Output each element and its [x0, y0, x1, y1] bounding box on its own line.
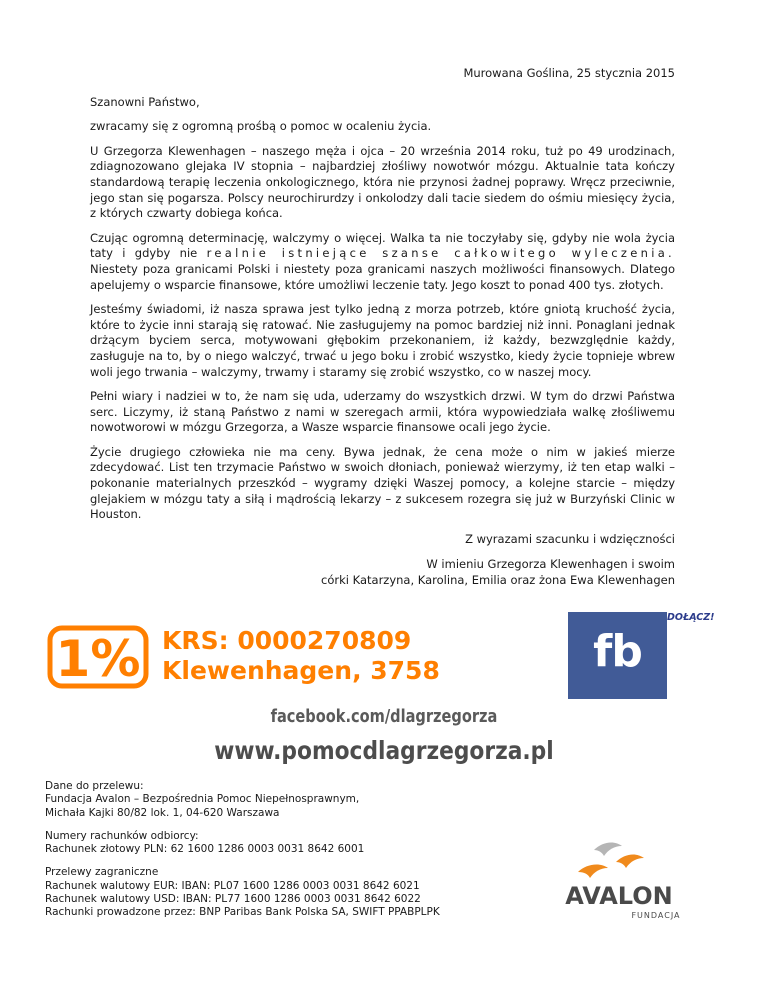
facebook-logo[interactable] — [568, 612, 667, 699]
transfer-label: Dane do przelewu: — [45, 780, 144, 792]
letter-greeting: Szanowni Państwo, — [90, 94, 200, 109]
letter-signature — [90, 556, 675, 588]
letter-paragraph-1: U Grzegorza Klewenhagen – naszego męża i ojca – 20 września 2014 roku, tuż po 49 urodzinach, zdiagnozowano glejaka IV stopnia – najbardziej złośliwy nowotwór mózgu. Aktualnie tata kończy standardową terapię leczenia onkologicznego, która nie przynosi żadnej poprawy. Wręcz przeciwnie, jego stan się pogarsza. Polscy neurochirurdzy i onkolodzy dali tacie siedem do ośmiu miesięcy życia, z których czwarty dobiega końca. — [90, 143, 675, 221]
account-usd: Rachunek walutowy USD: IBAN: PL77 1600 1286 0003 0031 8642 6022 — [45, 893, 421, 906]
one-percent-logo — [47, 625, 149, 689]
foreign-block — [45, 866, 515, 919]
bank-name: Rachunki prowadzone przez: BNP Paribas Bank Polska SA, SWIFT PPABPLPK — [45, 906, 440, 919]
account-eur: Rachunek walutowy EUR: IBAN: PL07 1600 1286 0003 0031 8642 6021 — [45, 879, 420, 892]
transfer-data-block — [45, 780, 515, 820]
paragraph-2-emphasis: realnie istniejące szanse całkowitego wyleczenia. — [206, 246, 676, 261]
facebook-logo-text: fb — [593, 626, 642, 677]
letter-paragraph-4: Pełni wiary i nadziei w to, że nam się uda, uderzamy do wszystkich drzwi. W tym do drzwi Państwa serc. Liczymy, iż staną Państwo z nami w szeregach armii, która wypowiedziała walkę złośliwemu nowotworowi w mózgu Grzegorza, a Wasze wsparcie finansowe ocali jego życie. — [90, 389, 675, 435]
krs-number: KRS: 0000270809 — [162, 626, 412, 655]
transfer-line-1: Fundacja Avalon – Bezpośrednia Pomoc Niepełnosprawnym, — [45, 793, 360, 806]
accounts-label: Numery rachunków odbiorcy: — [45, 829, 199, 842]
signature-line-2: córki Katarzyna, Karolina, Emilia oraz żona Ewa Klewenhagen — [321, 573, 675, 588]
paragraph-2-end: Niestety poza granicami Polski i niestety poza granicami naszych możliwości finansowych. Dlatego apelujemy o wsparcie finansowe, które umożliwi leczenie taty. Jego koszt to ponad 400 tys. złotych. — [90, 261, 675, 292]
letter-paragraph-5: Życie drugiego człowieka nie ma ceny. Bywa jednak, że cena może o nim w jakieś mierze zdecydować. List ten trzymacie Państwo w swoich dłoniach, ponieważ wierzymy, iż ten etap walki – pokonanie materialnych przeszkód – wygramy dzięki Waszej pomocy, a kolejne starcie – między glejakiem w mózgu taty a siłą i mądrością lekarzy – z sukcesem rozegra się już w Burzyński Clinic w Houston. — [90, 444, 675, 522]
krs-name: Klewenhagen, 3758 — [162, 656, 440, 685]
letter-closing: Z wyrazami szacunku i wdzięczności — [465, 531, 675, 546]
avalon-name: AVALON — [565, 882, 673, 910]
letter-paragraph-2 — [90, 231, 675, 293]
paragraph-2-start: Czując ogromną determinację, walczymy o więcej. Walka ta nie toczyłaby się, gdyby nie wola życia taty i gdyby nie — [90, 230, 675, 261]
account-pln: Rachunek złotowy PLN: 62 1600 1286 0003 0031 8642 6001 — [45, 843, 365, 856]
accounts-block — [45, 830, 515, 857]
letter-intro: zwracamy się z ogromną prośbą o pomoc w ocaleniu życia. — [90, 119, 432, 134]
foreign-label: Przelewy zagraniczne — [45, 866, 159, 879]
one-percent-text: 1% — [55, 630, 141, 688]
letter-date: Murowana Goślina, 25 stycznia 2015 — [463, 66, 675, 80]
facebook-join-label[interactable]: DOŁĄCZ! — [667, 612, 715, 623]
signature-line-1: W imieniu Grzegorza Klewenhagen i swoim — [426, 557, 675, 572]
bank-details — [45, 780, 515, 930]
facebook-url[interactable]: facebook.com/dlagrzegorza — [270, 706, 498, 727]
avalon-logo — [556, 838, 686, 928]
website-url[interactable]: www.pomocdlagrzegorza.pl — [214, 736, 554, 765]
krs-block — [162, 626, 440, 686]
letter-paragraph-3: Jesteśmy świadomi, iż nasza sprawa jest tylko jedną z morza potrzeb, które gniotą kruchość życia, które to życie inni starają się ratować. Nie zasługujemy na pomoc bardziej niż inni. Ponaglani jednak drżącym byciem serca, motywowani głębokim przekonaniem, iż każdy, bezwzględnie każdy, zasługuje na to, by o niego walczyć, trwać u jego boku i zrobić wszystko, kiedy życie topnieje wbrew woli jego trwania – walczymy, trwamy i staramy się zrobić wszystko, co w naszej mocy. — [90, 302, 675, 379]
letter-body — [90, 66, 675, 588]
transfer-line-2: Michała Kajki 80/82 lok. 1, 04-620 Warszawa — [45, 806, 280, 819]
avalon-sub: FUNDACJA — [631, 911, 681, 920]
